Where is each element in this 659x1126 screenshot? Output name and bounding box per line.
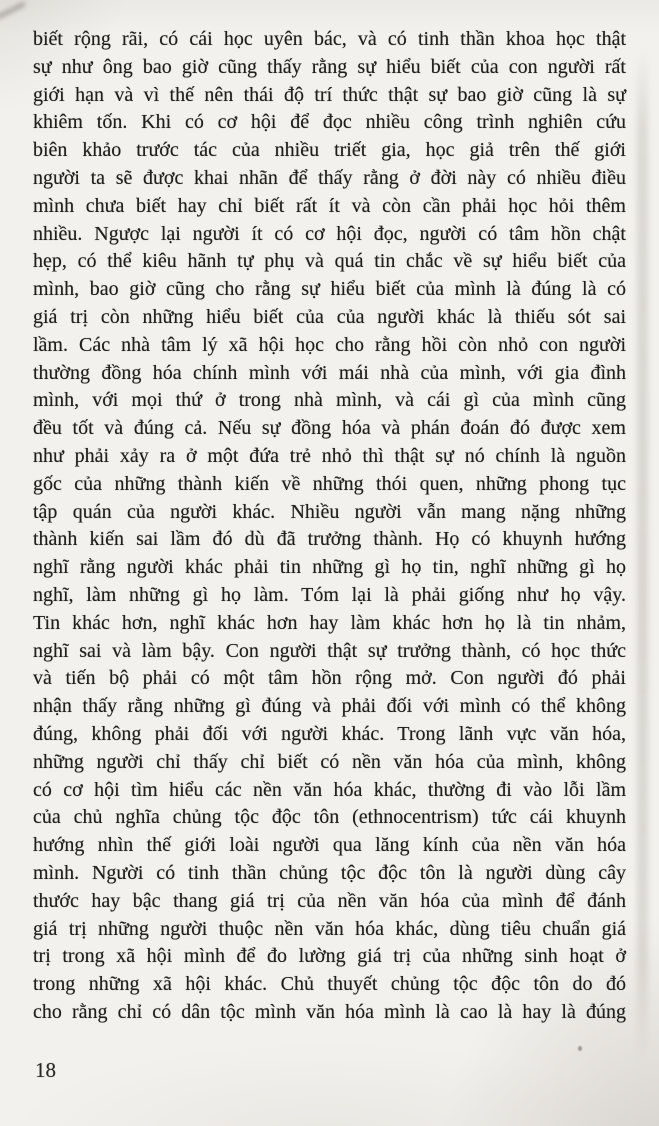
text-line: biết rộng rãi, có cái học uyên bác, và có tinh thần khoa học thật	[33, 28, 626, 50]
text-line: tập quán của người khác. Nhiều người vẫn mang nặng những	[33, 500, 626, 523]
text-line: mình chưa biết hay chỉ biết rất ít và còn cần phải học hỏi thêm	[33, 194, 626, 217]
text-line: giá trị còn những hiểu biết của của người khác là thiếu sót sai	[33, 305, 626, 328]
text-line: giới hạn và vì thế nên thái độ trí thức thật sự bao giờ cũng là sự	[33, 83, 626, 106]
text-line: lầm. Các nhà tâm lý xã hội học cho rằng hồi còn nhỏ con người	[33, 333, 626, 356]
text-line: đúng, không phải đối với người khác. Trong lãnh vực văn hóa,	[33, 722, 626, 745]
text-line: thành kiến sai lầm đó dù đã trưởng thành. Họ có khuynh hướng	[33, 528, 626, 551]
body-text	[33, 26, 626, 1027]
text-line: của chủ nghĩa chủng tộc độc tôn (ethnocentrism) tức cái khuynh	[33, 806, 626, 829]
text-line: nhận thấy rằng những gì đúng và phải đối với mình có thể không	[33, 695, 626, 718]
text-line: trong những xã hội khác. Chủ thuyết chủng tộc độc tôn do đó	[33, 973, 626, 996]
text-line: nhiều. Ngược lại người ít có cơ hội đọc, người có tâm hồn chật	[33, 222, 626, 245]
text-line: trị trong xã hội mình để đo lường giá trị của những sinh hoạt ở	[33, 945, 626, 968]
text-line: giá trị những người thuộc nền văn hóa khác, dùng tiêu chuẩn giá	[33, 917, 626, 940]
text-line: cho rằng chỉ có dân tộc mình văn hóa mình là cao là hay là đúng	[33, 1000, 626, 1023]
text-line: hướng nhìn thế giới loài người qua lăng kính của nền văn hóa	[33, 834, 626, 857]
page-number: 18	[35, 1058, 56, 1082]
text-line: Tin khác hơn, nghĩ khác hơn hay làm khác hơn họ là tin nhảm,	[33, 611, 626, 634]
text-line: đều tốt và đúng cả. Nếu sự đồng hóa và phán đoán đó được xem	[33, 417, 626, 440]
text-line: mình, với mọi thứ ở trong nhà mình, và cái gì của mình cũng	[33, 389, 626, 412]
text-line: hẹp, có thể kiêu hãnh tự phụ và quá tin chắc về sự hiểu biết của	[33, 250, 626, 273]
text-line: biên khảo trước tác của nhiều triết gia, học giả trên thế giới	[33, 139, 626, 162]
text-line: nghĩ rằng người khác phải tin những gì họ tin, nghĩ những gì họ	[33, 556, 626, 579]
text-line: khiêm tốn. Khi có cơ hội để đọc nhiều công trình nghiên cứu	[33, 111, 626, 134]
text-line: mình, bao giờ cũng cho rằng sự hiểu biết của mình là đúng là có	[33, 278, 626, 301]
scan-smudge-artifact	[0, 1, 26, 20]
scan-speck-artifact	[578, 1046, 582, 1051]
text-line: nghĩ, làm những gì họ làm. Tóm lại là phải giống như họ vậy.	[33, 583, 626, 606]
text-line: và tiến bộ phải có một tâm hồn rộng mở. Con người đó phải	[33, 667, 626, 690]
text-line: gốc của những thành kiến về những thói quen, những phong tục	[33, 472, 626, 495]
text-line: nghĩ sai và làm bậy. Con người thật sự trưởng thành, có học thức	[33, 639, 626, 662]
text-line: sự như ông bao giờ cũng thấy rằng sự hiểu biết của con người rất	[33, 55, 626, 78]
text-line: thước hay bậc thang giá trị của nền văn hóa của mình để đánh	[33, 889, 626, 912]
text-line: mình. Người có tinh thần chủng tộc độc tôn là người dùng cây	[33, 861, 626, 884]
text-line: những người chỉ thấy chỉ biết có nền văn hóa của mình, không	[33, 750, 626, 773]
text-line: có cơ hội tìm hiểu các nền văn hóa khác, thường đi vào lỗi lầm	[33, 778, 626, 801]
text-line: thường đồng hóa chính mình với mái nhà của mình, với gia đình	[33, 361, 626, 384]
text-line: như phải xảy ra ở một đứa trẻ nhỏ thì thật sự nó chính là nguồn	[33, 444, 626, 467]
scan-streak-artifact	[637, 50, 648, 1060]
text-line: người ta sẽ được khai nhãn để thấy rằng ở đời này có nhiều điều	[33, 166, 626, 189]
